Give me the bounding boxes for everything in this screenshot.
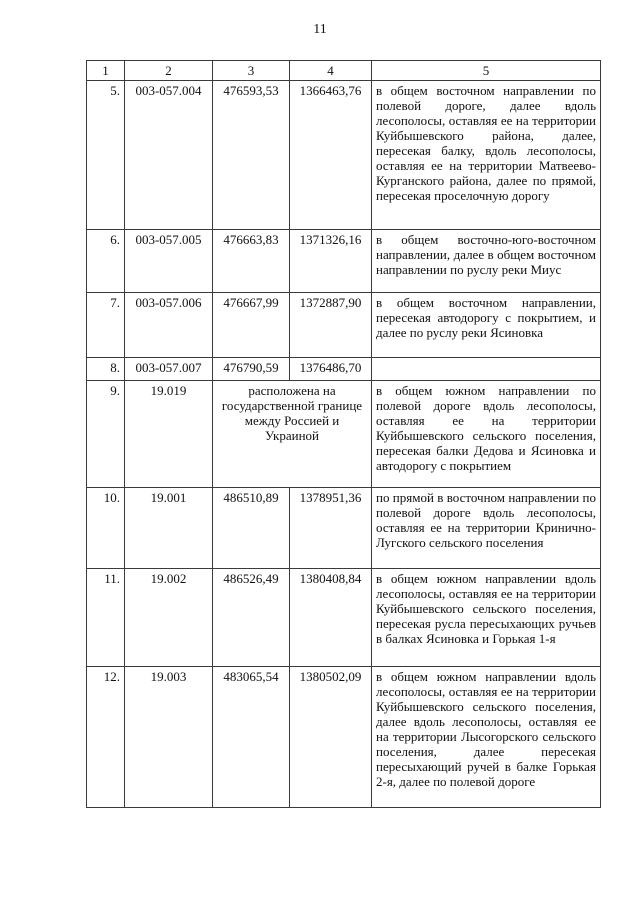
header-col-4: 4 [290, 61, 372, 81]
table-row [87, 488, 601, 569]
coordinate-x: 476593,53 [213, 81, 290, 230]
route-description: в общем восточном направлении, пересекая автодорогу с покрытием, и далее по руслу реки Ясиновка [372, 293, 601, 358]
route-description: в общем южном направлении вдоль лесополосы, оставляя ее на территории Куйбышевского сельского поселения, далее вдоль лесополосы, оставляя ее на территории Лысогорского сельского поселения, далее пересекая пересыхающий ручей в балке Горькая 2-я, далее по полевой дороге [372, 667, 601, 808]
boundary-table [86, 60, 601, 808]
point-code: 003-057.005 [125, 230, 213, 293]
coordinate-y: 1380408,84 [290, 569, 372, 667]
row-number: 8. [87, 358, 125, 381]
table-row [87, 381, 601, 488]
table-row [87, 358, 601, 381]
page-number: 11 [313, 22, 327, 37]
coordinate-x: 486510,89 [213, 488, 290, 569]
route-description: в общем восточном направлении по полевой дороге, далее вдоль лесополосы, оставляя ее на территории Куйбышевского района, далее, пересекая балку, вдоль лесополосы, оставляя ее на территории Матвеево-Курганского района, далее по прямой, пересекая проселочную дорогу [372, 81, 601, 230]
border-location-note: расположена на государственной границе между Россией и Украиной [213, 381, 372, 488]
route-description: в общем восточно-юго-восточном направлении, далее в общем восточном направлении по руслу реки Миус [372, 230, 601, 293]
row-number: 11. [87, 569, 125, 667]
row-number: 10. [87, 488, 125, 569]
coordinate-x: 486526,49 [213, 569, 290, 667]
point-code: 19.002 [125, 569, 213, 667]
coordinate-y: 1376486,70 [290, 358, 372, 381]
table-row [87, 293, 601, 358]
coordinate-x: 476667,99 [213, 293, 290, 358]
coordinate-x: 483065,54 [213, 667, 290, 808]
point-code: 003-057.007 [125, 358, 213, 381]
header-col-1: 1 [87, 61, 125, 81]
route-description [372, 358, 601, 381]
table-header-row [87, 61, 601, 81]
row-number: 9. [87, 381, 125, 488]
route-description: по прямой в восточном направлении по полевой дороге вдоль лесополосы, оставляя ее на территории Кринично-Лугского сельского поселения [372, 488, 601, 569]
row-number: 5. [87, 81, 125, 230]
table-row [87, 569, 601, 667]
coordinate-y: 1372887,90 [290, 293, 372, 358]
header-col-3: 3 [213, 61, 290, 81]
table-row [87, 81, 601, 230]
table-row [87, 667, 601, 808]
point-code: 003-057.006 [125, 293, 213, 358]
point-code: 19.019 [125, 381, 213, 488]
coordinate-y: 1366463,76 [290, 81, 372, 230]
table-row [87, 230, 601, 293]
row-number: 7. [87, 293, 125, 358]
coordinate-y: 1380502,09 [290, 667, 372, 808]
route-description: в общем южном направлении по полевой дороге вдоль лесополосы, оставляя ее на территории Куйбышевского сельского поселения, пересекая балки Дедова и Ясиновка и автодорогу с покрытием [372, 381, 601, 488]
header-col-2: 2 [125, 61, 213, 81]
coordinate-y: 1371326,16 [290, 230, 372, 293]
coordinate-x: 476663,83 [213, 230, 290, 293]
point-code: 19.003 [125, 667, 213, 808]
point-code: 003-057.004 [125, 81, 213, 230]
header-col-5: 5 [372, 61, 601, 81]
row-number: 6. [87, 230, 125, 293]
coordinate-y: 1378951,36 [290, 488, 372, 569]
point-code: 19.001 [125, 488, 213, 569]
route-description: в общем южном направлении вдоль лесополосы, оставляя ее на территории Куйбышевского сельского поселения, пересекая русла пересыхающих ручьев в балках Ясиновка и Горькая 1-я [372, 569, 601, 667]
coordinate-x: 476790,59 [213, 358, 290, 381]
row-number: 12. [87, 667, 125, 808]
